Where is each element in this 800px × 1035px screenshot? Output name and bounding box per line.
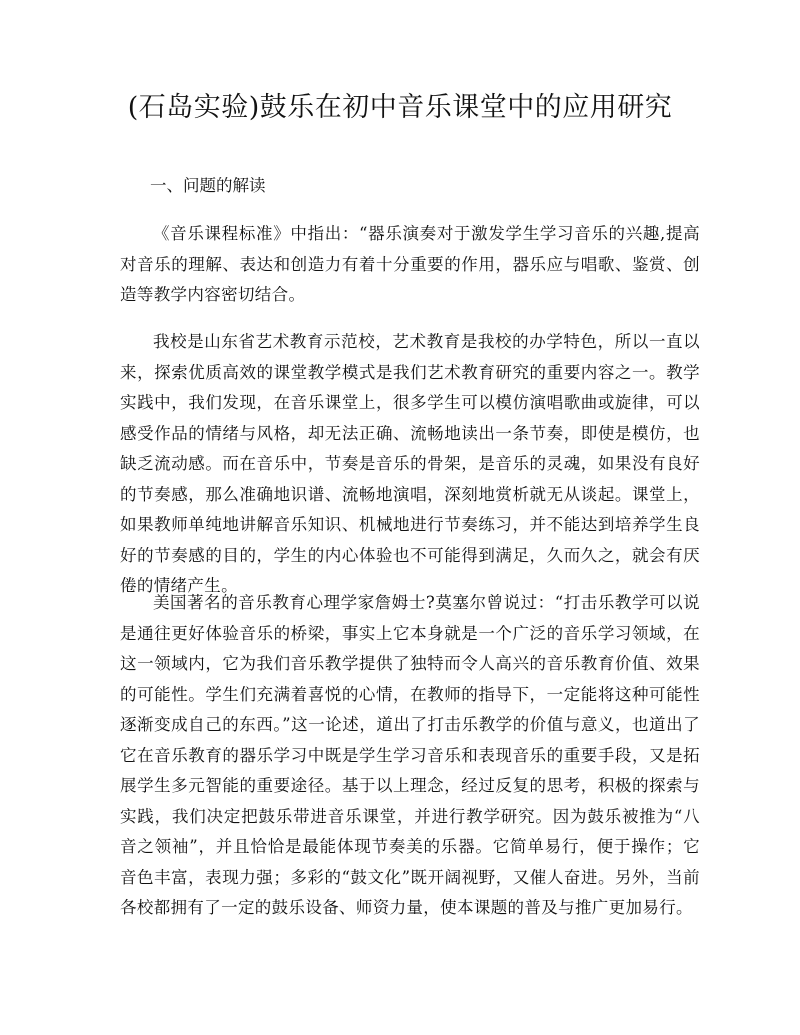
paragraph-mursell-quote: 美国著名的音乐教育心理学家詹姆士?莫塞尔曾说过：“打击乐教学可以说是通往更好体验音乐的桥梁，事实上它本身就是一个广泛的音乐学习领域，在这一领域内，它为我们音乐教学提供了独特而令人高兴的音乐教育价值、效果的可能性。学生们充满着喜悦的心情，在教师的指导下，一定能将这种可能性逐渐变成自己的东西。”这一论述，道出了打击乐教学的价值与意义，也道出了它在音乐教育的器乐学习中既是学生学习音乐和表现音乐的重要手段，又是拓展学生多元智能的重要途径。基于以上理念，经过反复的思考，积极的探索与实践，我们决定把鼓乐带进音乐课堂，并进行教学研究。因为鼓乐被推为“八音之领袖”，并且恰恰是最能体现节奏美的乐器。它简单易行，便于操作；它音色丰富，表现力强；多彩的“鼓文化”既开阔视野，又催人奋进。另外，当前各校都拥有了一定的鼓乐设备、师资力量，使本课题的普及与推广更加易行。 — [120, 593, 700, 917]
paragraph-curriculum-standard: 《音乐课程标准》中指出：“器乐演奏对于激发学生学习音乐的兴趣,提高对音乐的理解、表达和创造力有着十分重要的作用，器乐应与唱歌、鉴赏、创造等教学内容密切结合。 — [120, 224, 700, 304]
section-heading: 一、问题的解读 — [150, 176, 266, 195]
document-title: (石岛实验)鼓乐在初中音乐课堂中的应用研究 — [127, 92, 673, 123]
paragraph-school-background: 我校是山东省艺术教育示范校，艺术教育是我校的办学特色，所以一直以来，探索优质高效的课堂教学模式是我们艺术教育研究的重要内容之一。教学实践中，我们发现，在音乐课堂上，很多学生可以模仿演唱歌曲或旋律，可以感受作品的情绪与风格，却无法正确、流畅地读出一条节奏，即使是模仿，也缺乏流动感。而在音乐中，节奏是音乐的骨架，是音乐的灵魂，如果没有良好的节奏感，那么准确地识谱、流畅地演唱，深刻地赏析就无从谈起。课堂上，如果教师单纯地讲解音乐知识、机械地进行节奏练习，并不能达到培养学生良好的节奏感的目的，学生的内心体验也不可能得到满足，久而久之，就会有厌倦的情绪产生。 — [120, 332, 700, 595]
